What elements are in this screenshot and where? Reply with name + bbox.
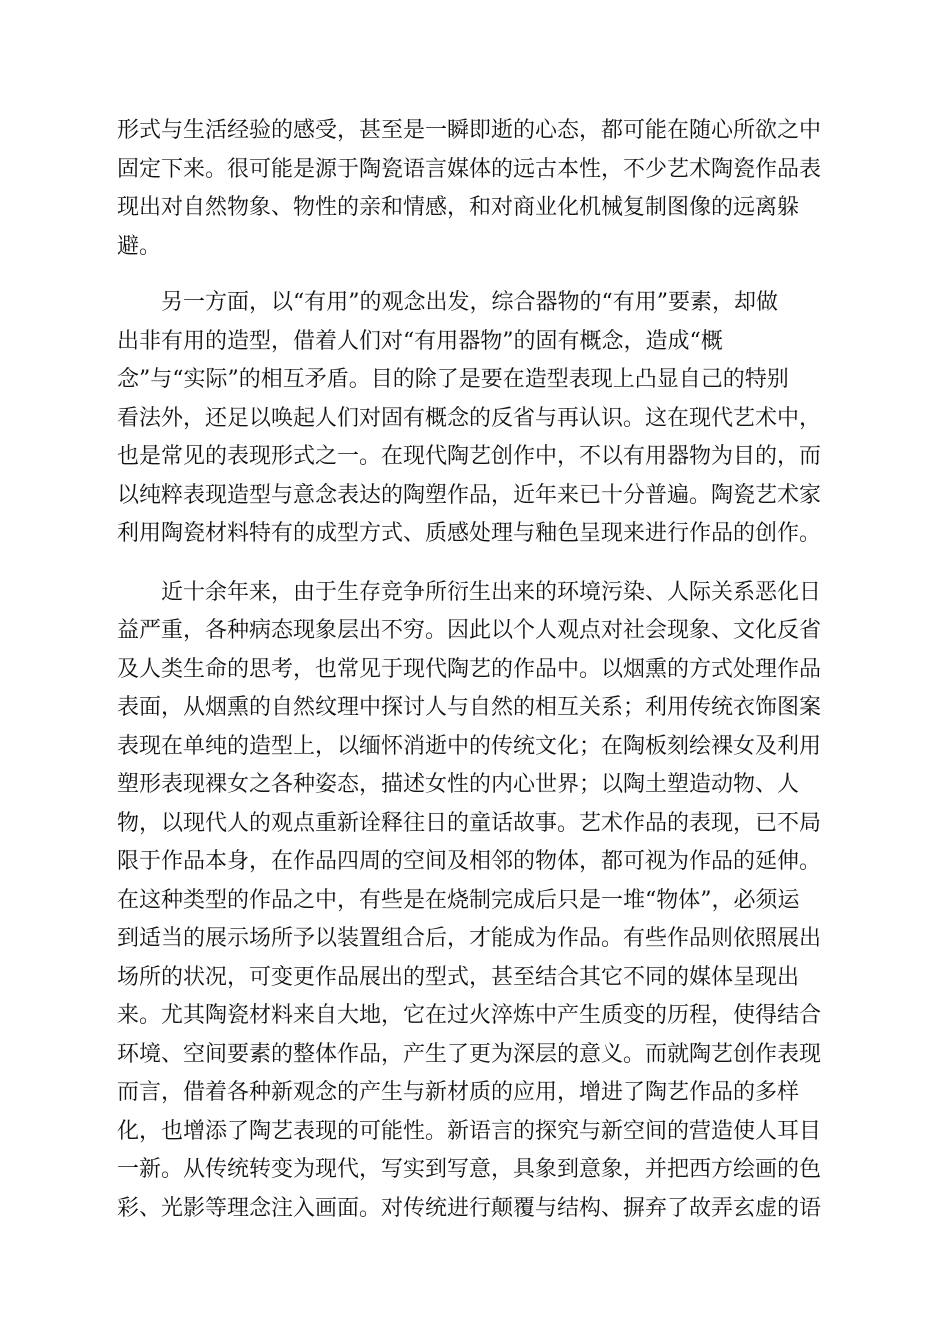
text-line: 化，也增添了陶艺表现的可能性。新语言的探究与新空间的营造使人耳目 xyxy=(117,1118,822,1144)
text-line: 念”与“实际”的相互矛盾。目的除了是要在造型表现上凸显自己的特别 xyxy=(117,367,789,392)
text-line: 另一方面，以“有用”的观念出发，综合器物的“有用”要素，却做 xyxy=(161,290,778,315)
text-line: 看法外，还足以唤起人们对固有概念的反省与再认识。这在现代艺术中， xyxy=(117,405,822,431)
text-line: 限于作品本身，在作品四周的空间及相邻的物体，都可视为作品的延伸。 xyxy=(117,849,822,874)
text-line: 场所的状况，可变更作品展出的型式，甚至结合其它不同的媒体呈现出 xyxy=(117,964,800,990)
text-line: 近十余年来，由于生存竞争所衍生出来的环境污染、人际关系恶化日 xyxy=(161,579,822,605)
text-line: 表面，从烟熏的自然纹理中探讨人与自然的相互关系；利用传统衣饰图案 xyxy=(117,695,822,720)
text-line: 及人类生命的思考，也常见于现代陶艺的作品中。以烟熏的方式处理作品 xyxy=(117,656,822,682)
text-line: 形式与生活经验的感受，甚至是一瞬即逝的心态，都可能在随心所欲之中 xyxy=(117,118,822,143)
document-body xyxy=(117,112,833,1228)
text-line: 表现在单纯的造型上，以缅怀消逝中的传统文化；在陶板刻绘裸女及利用 xyxy=(117,733,822,759)
paragraph-3 xyxy=(117,574,833,1229)
text-line: 来。尤其陶瓷材料来自大地，它在过火淬炼中产生质变的历程，使得结合 xyxy=(117,1003,822,1028)
text-line: 物，以现代人的观点重新诠释往日的童话故事。艺术作品的表现，已不局 xyxy=(117,810,822,836)
text-line: 在这种类型的作品之中，有些是在烧制完成后只是一堆“物体”，必须运 xyxy=(117,887,800,913)
paragraph-2 xyxy=(117,284,833,554)
text-line: 彩、光影等理念注入画面。对传统进行颠覆与结构、摒弃了故弄玄虚的语 xyxy=(117,1195,822,1221)
paragraph-spacer xyxy=(117,266,833,284)
text-line: 环境、空间要素的整体作品，产生了更为深层的意义。而就陶艺创作表现 xyxy=(117,1041,822,1067)
text-line: 一新。从传统转变为现代，写实到写意，具象到意象，并把西方绘画的色 xyxy=(117,1157,822,1182)
paragraph-1 xyxy=(117,112,833,266)
text-line: 避。 xyxy=(117,233,162,259)
text-line: 也是常见的表现形式之一。在现代陶艺创作中，不以有用器物为目的，而 xyxy=(117,444,822,469)
paragraph-spacer xyxy=(117,554,833,574)
text-line: 现出对自然物象、物性的亲和情感，和对商业化机械复制图像的远离躲 xyxy=(117,195,800,220)
text-line: 而言，借着各种新观念的产生与新材质的应用，增进了陶艺作品的多样 xyxy=(117,1080,800,1105)
text-line: 出非有用的造型，借着人们对“有用器物”的固有概念，造成“概 xyxy=(117,328,723,354)
text-line: 固定下来。很可能是源于陶瓷语言媒体的远古本性，不少艺术陶瓷作品表 xyxy=(117,156,822,182)
text-line: 益严重，各种病态现象层出不穷。因此以个人观点对社会现象、文化反省 xyxy=(117,618,822,643)
text-line: 以纯粹表现造型与意念表达的陶塑作品，近年来已十分普遍。陶瓷艺术家 xyxy=(117,482,822,508)
text-line: 塑形表现裸女之各种姿态，描述女性的内心世界；以陶土塑造动物、人 xyxy=(117,772,800,797)
text-line: 利用陶瓷材料特有的成型方式、质感处理与釉色呈现来进行作品的创作。 xyxy=(117,521,822,546)
text-line: 到适当的展示场所予以装置组合后，才能成为作品。有些作品则依照展出 xyxy=(117,926,822,951)
